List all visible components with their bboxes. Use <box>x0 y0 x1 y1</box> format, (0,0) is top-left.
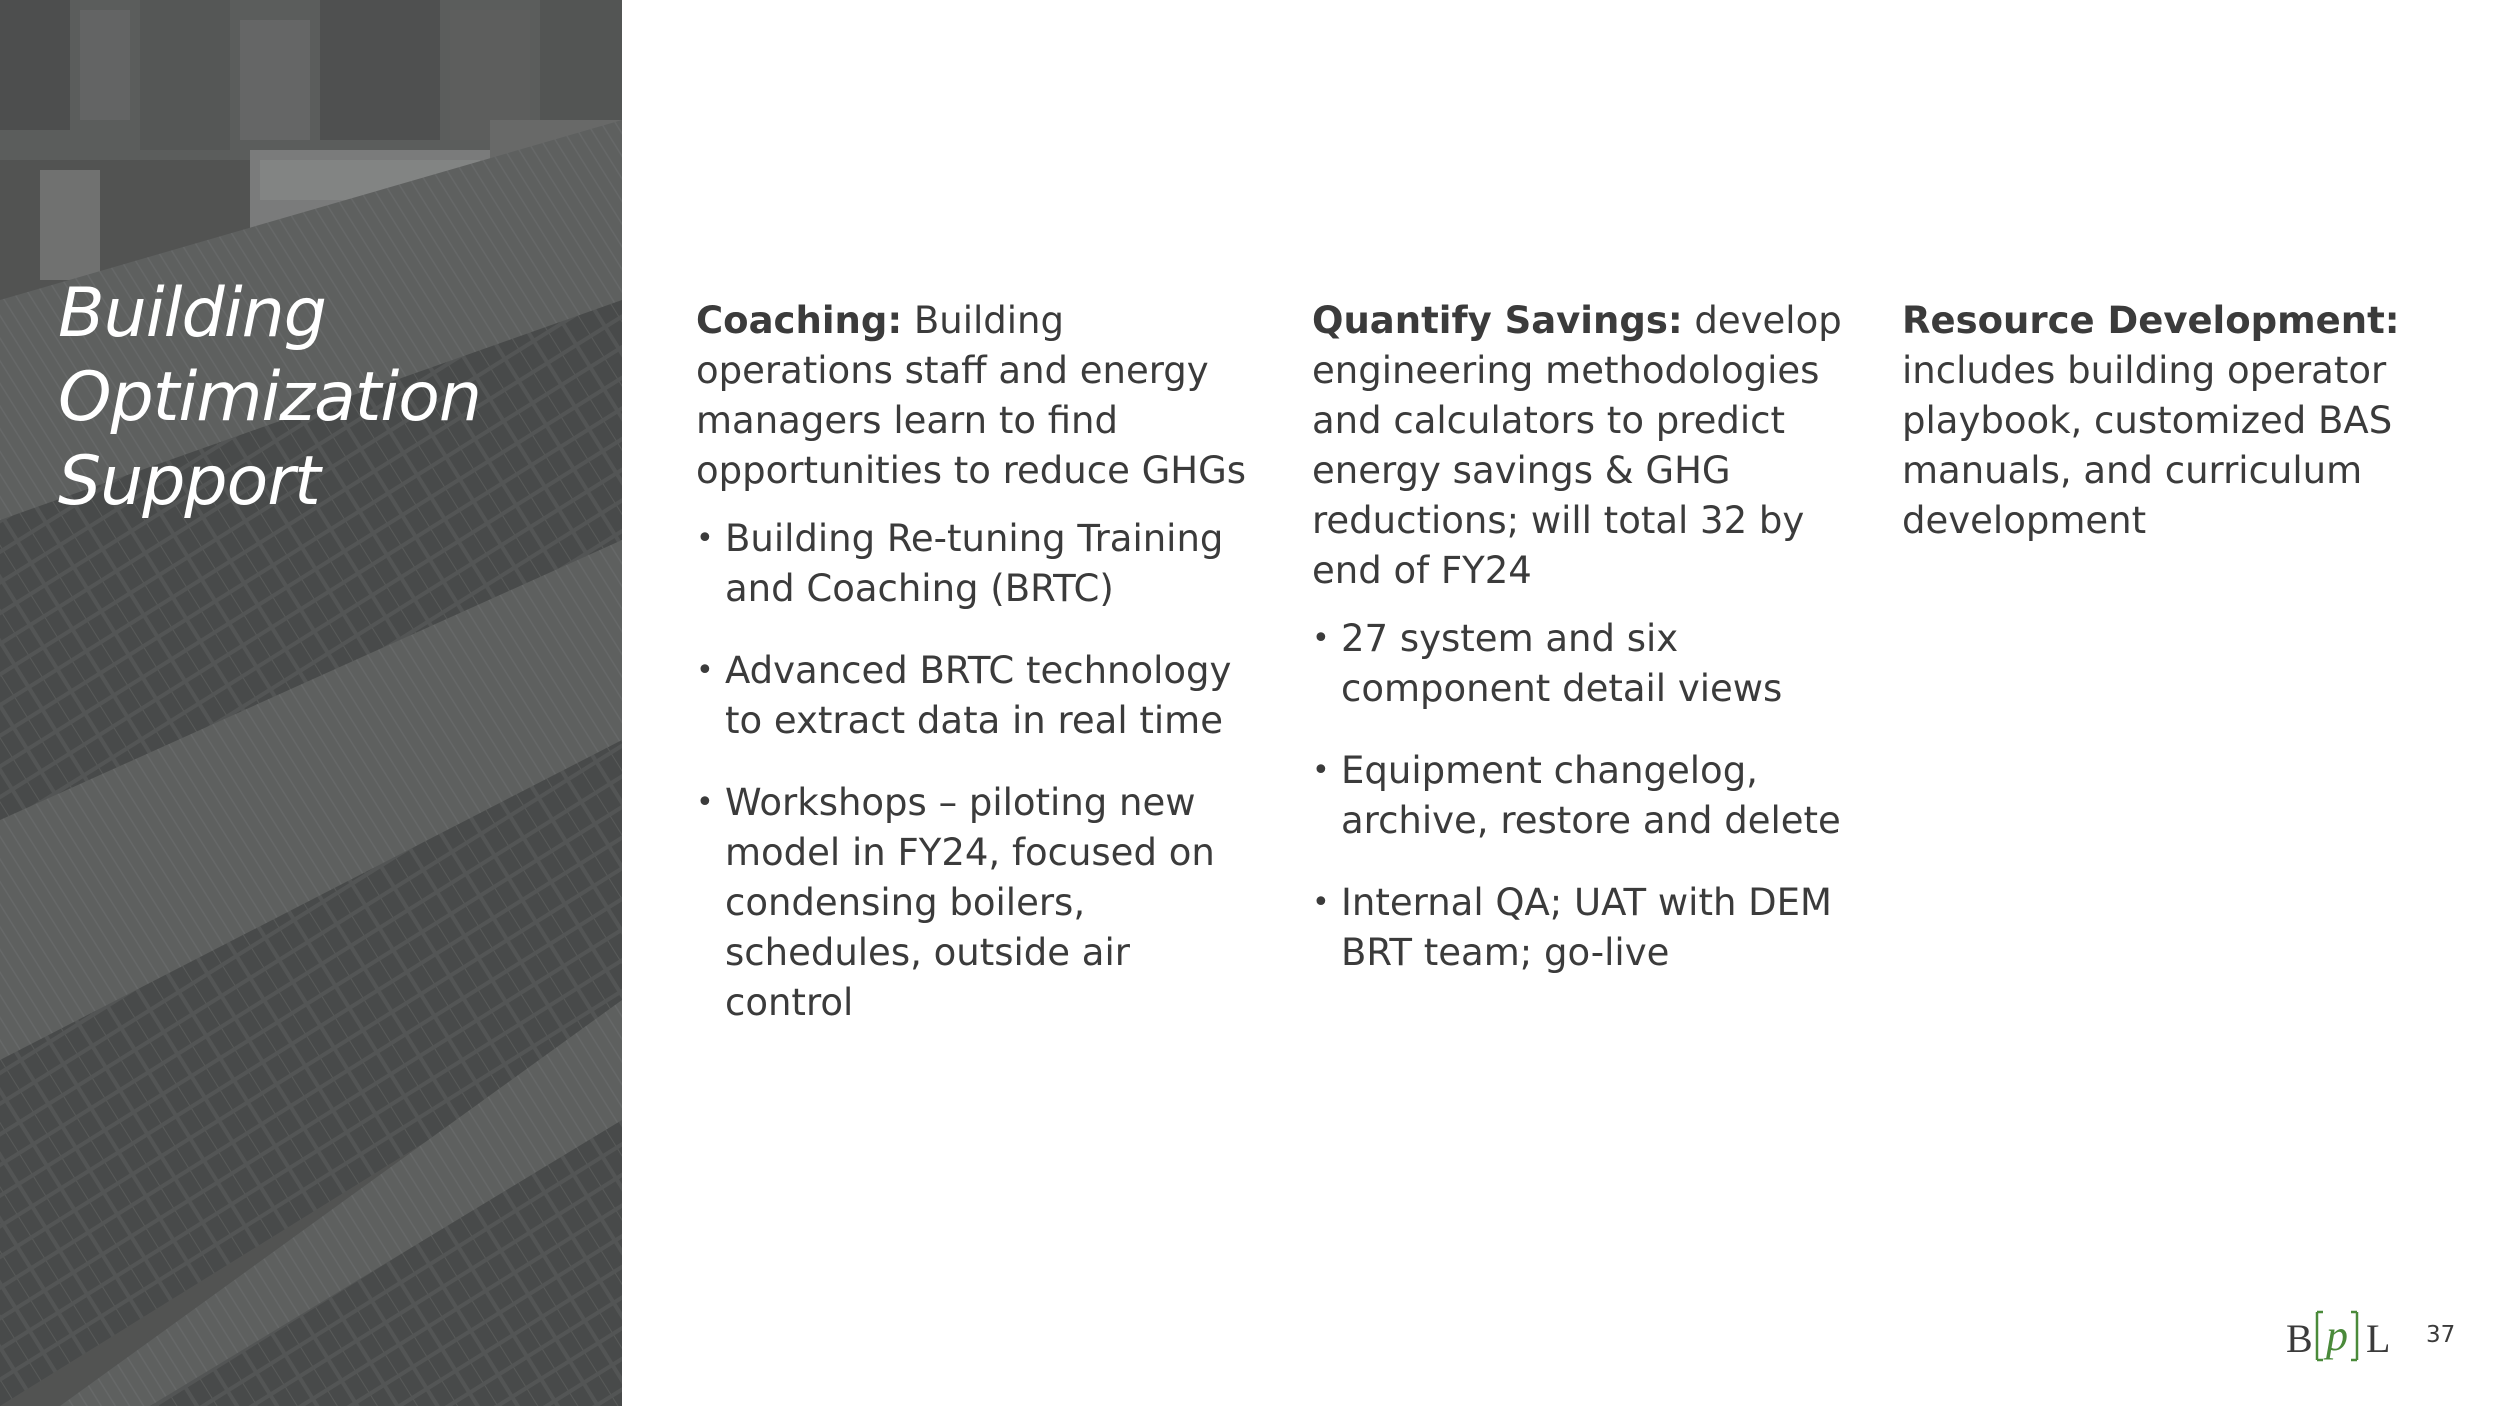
column-intro <box>696 296 1256 496</box>
bullet-icon: • <box>696 785 714 820</box>
bullet-icon: • <box>1312 621 1330 656</box>
bullet-list <box>696 514 1256 1028</box>
slide-title-line: Building <box>58 274 326 353</box>
bpl-logo <box>2286 1306 2396 1364</box>
side-photo-panel <box>0 0 622 1406</box>
column-intro-text: develop engineering methodologies and calculators to predict energy savings & GHG reductions; will total 32 by end of FY24 <box>1312 299 1842 592</box>
bullet-icon: • <box>696 653 714 688</box>
solar-roof-photo <box>0 0 622 1406</box>
list-item-text: Building Re-tuning Training and Coaching (BRTC) <box>725 517 1224 610</box>
column-intro-text: includes building operator playbook, customized BAS manuals, and curriculum development <box>1902 349 2393 542</box>
page-number: 37 <box>2426 1322 2456 1348</box>
column-heading: Resource Development: <box>1902 299 2400 342</box>
bullet-icon: • <box>1312 885 1330 920</box>
slide-title <box>58 272 481 524</box>
list-item-text: Workshops – piloting new model in FY24, focused on condensing boilers, schedules, outside air control <box>725 781 1215 1024</box>
bullet-icon: • <box>1312 753 1330 788</box>
list-item-text: Advanced BRTC technology to extract data in real time <box>725 649 1232 742</box>
list-item <box>1312 878 1872 978</box>
slide-title-line: Optimization <box>58 358 481 437</box>
logo-letter-p: p <box>2326 1311 2348 1360</box>
logo-letter-l: L <box>2366 1316 2391 1361</box>
list-item <box>696 646 1256 746</box>
list-item-text: Equipment changelog, archive, restore and delete <box>1341 749 1841 842</box>
column-heading: Coaching: <box>696 299 903 342</box>
column-intro <box>1902 296 2422 546</box>
bullet-list <box>1312 614 1872 978</box>
column-intro <box>1312 296 1872 596</box>
list-item <box>696 514 1256 614</box>
slide-title-line: Support <box>58 442 320 521</box>
bullet-icon: • <box>696 521 714 556</box>
list-item <box>696 778 1256 1028</box>
list-item-text: Internal QA; UAT with DEM BRT team; go-live <box>1341 881 1832 974</box>
resource-development-column <box>1902 296 2422 564</box>
list-item-text: 27 system and six component detail views <box>1341 617 1783 710</box>
logo-letter-b: B <box>2286 1316 2313 1361</box>
coaching-column <box>696 296 1256 1060</box>
column-heading: Quantify Savings: <box>1312 299 1683 342</box>
column-intro-text: Building operations staff and energy managers learn to find opportunities to reduce GHGs <box>696 299 1247 492</box>
quantify-savings-column <box>1312 296 1872 1010</box>
list-item <box>1312 746 1872 846</box>
list-item <box>1312 614 1872 714</box>
